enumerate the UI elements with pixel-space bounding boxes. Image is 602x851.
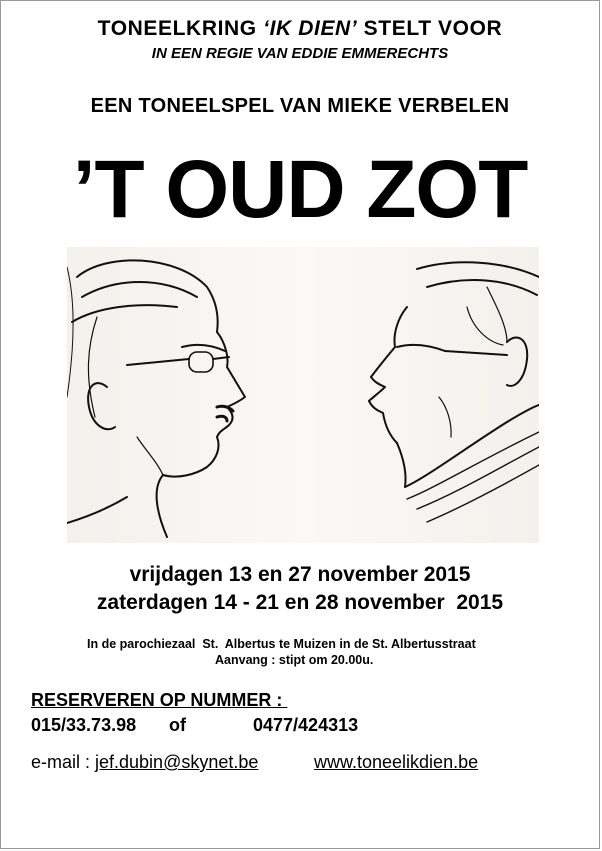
- header-line1-part-a: TONEELKRING: [97, 17, 264, 40]
- email-label: e-mail :: [31, 752, 96, 772]
- right-face-drawing: [369, 262, 539, 522]
- phone-separator: of: [169, 715, 186, 735]
- company-name: ‘IK DIEN’: [263, 17, 358, 40]
- reservation-heading: RESERVEREN OP NUMMER :: [31, 690, 288, 710]
- dates-saturdays: zaterdagen 14 - 21 en 28 november 2015: [96, 591, 504, 614]
- phone-number-2: 0477/424313: [253, 715, 359, 735]
- email-link[interactable]: jef.dubin@skynet.be: [95, 752, 259, 772]
- website-link[interactable]: www.toneelikdien.be: [314, 752, 479, 772]
- left-face-drawing: [67, 260, 245, 537]
- venue-location: In de parochiezaal St. Albertus te Muizen in de St. Albertusstraat: [87, 637, 476, 651]
- playwright-line: EEN TONEELSPEL VAN MIEKE VERBELEN: [90, 95, 510, 117]
- email-line: [31, 752, 258, 773]
- header-line1: [1, 17, 599, 41]
- dates-fridays: vrijdagen 13 en 27 november 2015: [129, 563, 471, 586]
- header-line1-part-b: STELT VOOR: [357, 17, 503, 40]
- play-title: ’T OUD ZOT: [72, 144, 528, 235]
- portrait-illustration: [67, 247, 539, 543]
- start-time: Aanvang : stipt om 20.00u.: [215, 653, 374, 667]
- reservation-phones: [31, 715, 358, 736]
- director-line: IN EEN REGIE VAN EDDIE EMMERECHTS: [151, 45, 449, 62]
- phone-number-1: 015/33.73.98: [31, 715, 137, 735]
